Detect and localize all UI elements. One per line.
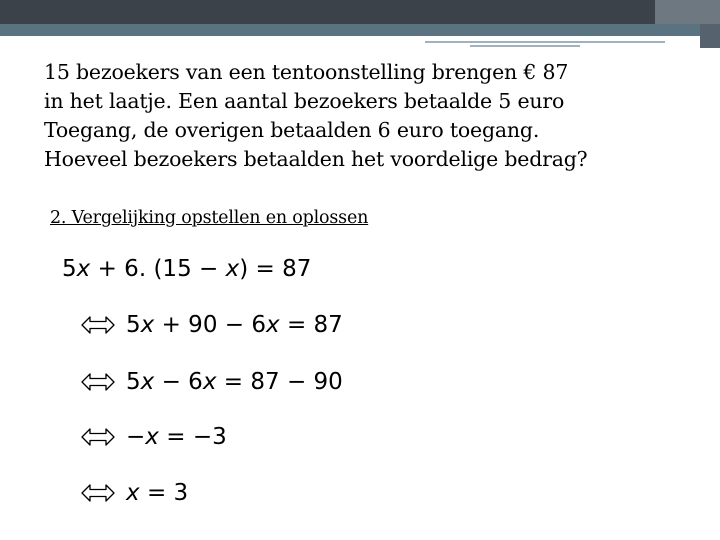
decorative-rule — [470, 45, 580, 47]
left-right-arrow-icon — [80, 482, 116, 504]
left-right-arrow-icon — [80, 426, 116, 448]
section-title: 2. Vergelijking opstellen en oplossen — [50, 208, 369, 228]
left-right-arrow-icon — [80, 371, 116, 393]
equation-1: 5x + 6. (15 − x) = 87 — [62, 256, 312, 282]
header-stripe-highlight — [0, 36, 700, 39]
problem-line: in het laatje. Een aantal bezoekers betaalde 5 euro — [44, 89, 565, 113]
decorative-rule — [425, 41, 665, 43]
header-band — [0, 0, 720, 24]
header-corner-block — [700, 24, 720, 48]
equation-2: 5x + 90 − 6x = 87 — [126, 312, 343, 338]
equation-5: x = 3 — [126, 480, 189, 506]
left-right-arrow-icon — [80, 314, 116, 336]
equation-4: −x = −3 — [126, 424, 227, 450]
equation-3: 5x − 6x = 87 − 90 — [126, 369, 343, 395]
problem-line: Toegang, de overigen betaalden 6 euro toegang. — [44, 118, 540, 142]
problem-line: Hoeveel bezoekers betaalden het voordelige bedrag? — [44, 147, 588, 171]
problem-line: 15 bezoekers van een tentoonstelling brengen € 87 — [44, 60, 569, 84]
header-stripe — [0, 24, 720, 36]
header-band-accent — [655, 0, 720, 24]
problem-statement — [44, 58, 714, 174]
